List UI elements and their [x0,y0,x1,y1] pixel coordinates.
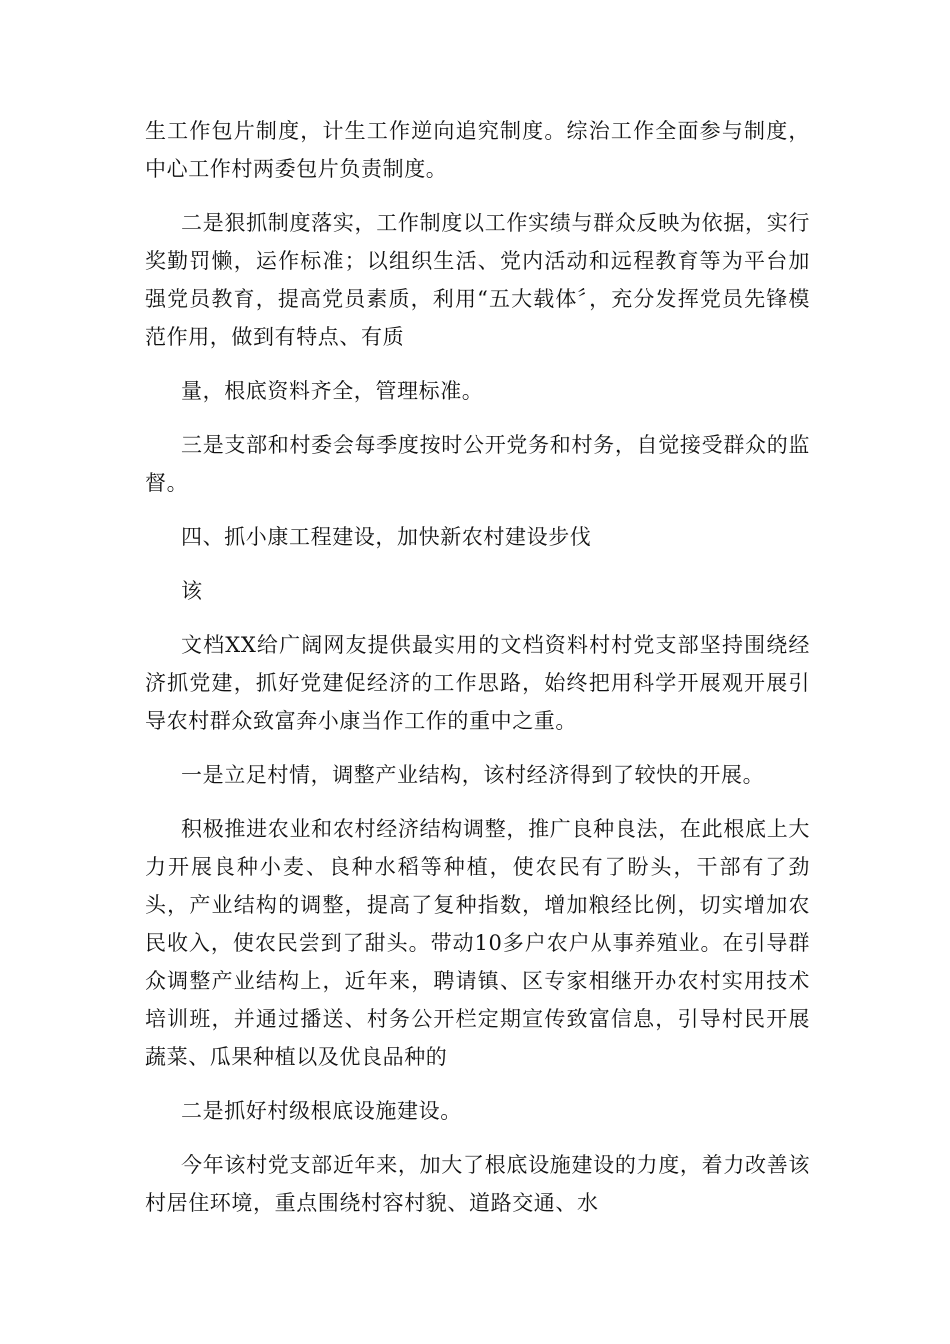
paragraph-1: 生工作包片制度，计生工作逆向追究制度。综治工作全面参与制度，中心工作村两委包片负责制度。 [145,119,810,181]
paragraph-11: 今年该村党支部近年来，加大了根底设施建设的力度，着力改善该村居住环境，重点围绕村容村貌、道路交通、水 [145,1153,810,1215]
paragraph-8: 一是立足村情，调整产业结构，该村经济得到了较快的开展。 [181,763,765,787]
paragraph-3: 量，根底资料齐全，管理标准。 [181,379,484,403]
document-body [145,112,810,1238]
section-heading: 四、抓小康工程建设，加快新农村建设步伐 [181,525,592,549]
paragraph-10: 二是抓好村级根底设施建设。 [181,1099,462,1123]
paragraph-7: 文档XX给广阔网友提供最实用的文档资料村村党支部坚持围绕经济抓党建，抓好党建促经济的工作思路，始终把用科学开展观开展引导农村群众致富奔小康当作工作的重中之重。 [145,633,810,733]
paragraph-2: 二是狠抓制度落实，工作制度以工作实绩与群众反映为依据，实行奖勤罚懒，运作标准；以组织生活、党内活动和远程教育等为平台加强党员教育，提高党员素质，利用“五大载体〞，充分发挥党员先锋模范作用，做到有特点、有质 [145,211,810,349]
paragraph-9: 积极推进农业和农村经济结构调整，推广良种良法，在此根底上大力开展良种小麦、良种水稻等种植，使农民有了盼头，干部有了劲头，产业结构的调整，提高了复种指数，增加粮经比例，切实增加农民收入，使农民尝到了甜头。带动10多户农户从事养殖业。在引导群众调整产业结构上，近年来，聘请镇、区专家相继开办农村实用技术培训班，并通过播送、村务公开栏定期宣传致富信息，引导村民开展蔬菜、瓜果种植以及优良品种的 [145,817,810,1069]
paragraph-6: 该 [181,579,203,603]
paragraph-4: 三是支部和村委会每季度按时公开党务和村务，自觉接受群众的监督。 [145,433,810,495]
